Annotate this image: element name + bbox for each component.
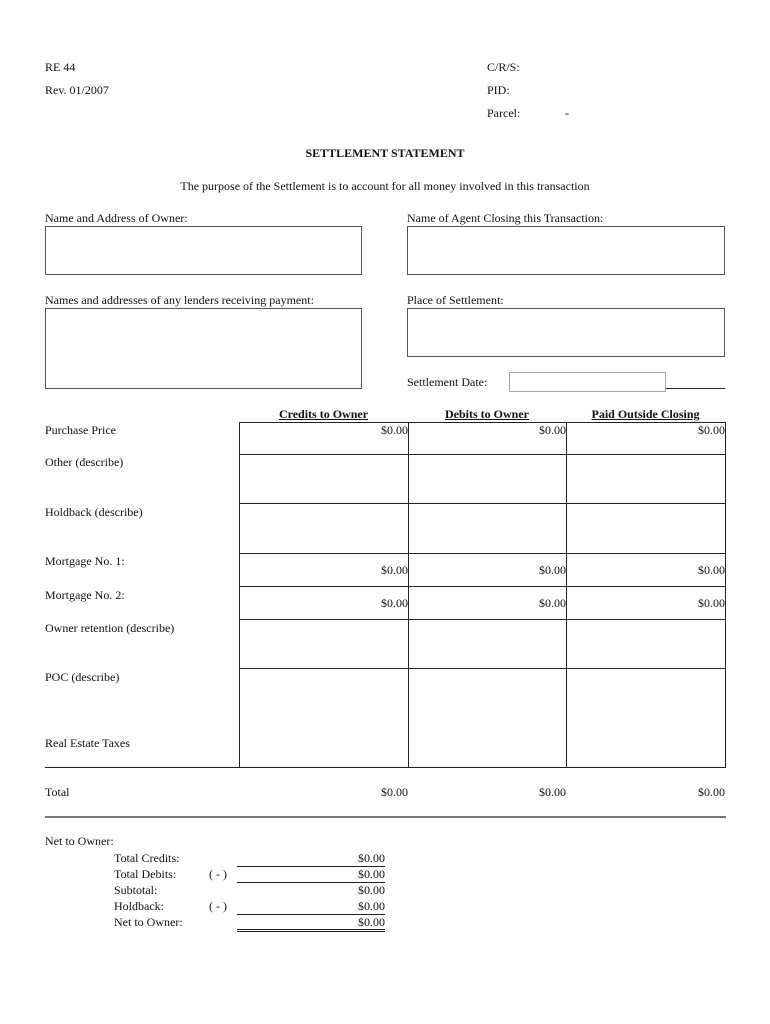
settlement-date-label: Settlement Date:	[407, 375, 488, 389]
owner-address-field[interactable]	[45, 226, 362, 275]
page-title: SETTLEMENT STATEMENT	[305, 146, 465, 160]
parcel-label: Parcel:	[487, 106, 521, 120]
row-label-owner-retention: Owner retention (describe)	[45, 621, 175, 635]
net-holdback-value: $0.00	[358, 899, 385, 913]
row-label-holdback: Holdback (describe)	[45, 505, 143, 519]
date-underline	[666, 388, 725, 389]
net-heading: Net to Owner:	[45, 834, 114, 848]
net-holdback-op: ( - )	[209, 899, 227, 913]
net-final-value: $0.00	[358, 915, 385, 929]
total-label: Total	[45, 785, 70, 799]
total-debit: $0.00	[539, 785, 566, 799]
grid-line	[239, 454, 726, 455]
cell-mortgage2-debit[interactable]: $0.00	[539, 596, 566, 610]
net-total-credits-value: $0.00	[358, 851, 385, 865]
grid-line	[239, 503, 726, 504]
net-subtotal-label: Subtotal:	[114, 883, 158, 897]
net-double-underline	[237, 929, 385, 930]
lenders-field[interactable]	[45, 308, 362, 389]
cell-mortgage2-poc[interactable]: $0.00	[698, 596, 725, 610]
form-id: RE 44	[45, 60, 76, 74]
grid-line	[239, 619, 726, 620]
agent-label: Name of Agent Closing this Transaction:	[407, 211, 604, 225]
crs-label: C/R/S:	[487, 60, 520, 74]
purpose-text: The purpose of the Settlement is to account for all money involved in this transaction	[180, 179, 590, 193]
col-header-credits: Credits to Owner	[278, 407, 369, 421]
cell-mortgage1-debit[interactable]: $0.00	[539, 563, 566, 577]
grid-line	[239, 668, 726, 669]
net-final-label: Net to Owner:	[114, 915, 183, 929]
cell-purchase-credit[interactable]: $0.00	[381, 423, 408, 437]
grid-line	[239, 553, 726, 554]
settlement-date-input[interactable]	[509, 372, 666, 392]
total-divider	[45, 816, 726, 818]
net-holdback-label: Holdback:	[114, 899, 164, 913]
net-total-debits-label: Total Debits:	[114, 867, 177, 881]
parcel-dash: -	[565, 106, 569, 120]
grid-line	[239, 586, 726, 587]
cell-mortgage2-credit[interactable]: $0.00	[381, 596, 408, 610]
cell-mortgage1-poc[interactable]: $0.00	[698, 563, 725, 577]
net-total-credits-label: Total Credits:	[114, 851, 180, 865]
grid-line	[239, 422, 240, 768]
net-double-underline	[237, 931, 385, 932]
row-label-mortgage-1: Mortgage No. 1:	[45, 554, 125, 568]
cell-purchase-debit[interactable]: $0.00	[539, 423, 566, 437]
total-credit: $0.00	[381, 785, 408, 799]
grid-line	[566, 422, 567, 768]
agent-field[interactable]	[407, 226, 725, 275]
owner-label: Name and Address of Owner:	[45, 211, 188, 225]
col-header-debits: Debits to Owner	[445, 407, 529, 421]
net-subtotal-value: $0.00	[358, 883, 385, 897]
row-label-other: Other (describe)	[45, 455, 124, 469]
grid-line	[45, 767, 726, 768]
row-label-purchase-price: Purchase Price	[45, 423, 116, 437]
row-label-poc: POC (describe)	[45, 670, 120, 684]
row-label-taxes: Real Estate Taxes	[45, 736, 130, 750]
cell-mortgage1-credit[interactable]: $0.00	[381, 563, 408, 577]
grid-line	[408, 422, 409, 768]
lenders-label: Names and addresses of any lenders receiving payment:	[45, 293, 314, 307]
place-field[interactable]	[407, 308, 725, 357]
row-label-mortgage-2: Mortgage No. 2:	[45, 588, 125, 602]
net-total-debits-value: $0.00	[358, 867, 385, 881]
net-total-debits-op: ( - )	[209, 867, 227, 881]
total-poc: $0.00	[698, 785, 725, 799]
cell-purchase-poc[interactable]: $0.00	[698, 423, 725, 437]
form-revision: Rev. 01/2007	[45, 83, 109, 97]
place-label: Place of Settlement:	[407, 293, 504, 307]
col-header-poc: Paid Outside Closing	[591, 407, 700, 421]
pid-label: PID:	[487, 83, 510, 97]
grid-line	[725, 422, 726, 768]
